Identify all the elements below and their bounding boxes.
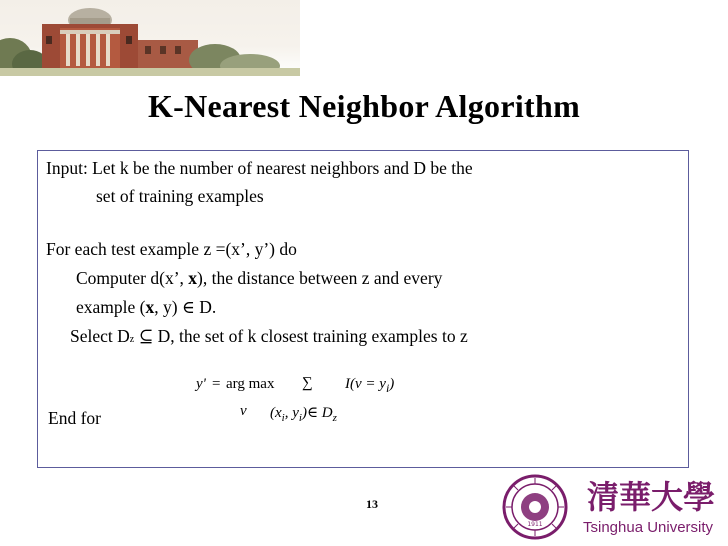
element-of-symbol: ∈ xyxy=(181,297,195,317)
seal-year: 1911 xyxy=(527,521,543,528)
formula-sum-symbol: ∑ xyxy=(302,375,313,391)
under-set-y: , y xyxy=(284,405,299,421)
university-seal-icon xyxy=(502,474,568,540)
compute-text-post: ), the distance between z and every xyxy=(197,268,443,288)
compute-text-pre: Computer d(x’, xyxy=(76,268,189,288)
indicator-subscript: i xyxy=(385,381,390,395)
under-set-x: (x xyxy=(270,405,282,421)
example-text-mid: , y) xyxy=(154,297,182,317)
input-line-1: Input: Let k be the number of nearest neighbors and D be the xyxy=(46,158,473,178)
compute-line xyxy=(76,268,442,289)
example-x-bold: x xyxy=(145,297,155,317)
select-line xyxy=(70,326,468,347)
tsinghua-chinese-logo xyxy=(585,474,715,521)
tsinghua-calligraphy-logo xyxy=(585,474,715,516)
logo-chinese-text: 清華大學 xyxy=(587,478,715,516)
slide-title: K-Nearest Neighbor Algorithm xyxy=(147,88,581,124)
tsinghua-english-logo: Tsinghua University xyxy=(583,519,714,536)
formula-lhs: y' xyxy=(196,376,206,392)
end-for-line: End for xyxy=(48,408,101,428)
under-set-sub-2: i xyxy=(298,412,302,424)
formula-equals: = xyxy=(212,376,221,392)
under-set-in-d: )∈ D xyxy=(301,405,333,421)
select-subscript-z: z xyxy=(129,334,135,345)
auditorium-building-image xyxy=(0,0,300,76)
example-text-pre: example ( xyxy=(76,297,146,317)
under-set-sub-z: z xyxy=(332,412,337,424)
header-banner-photo xyxy=(0,0,300,76)
under-set-sub-1: i xyxy=(281,412,285,424)
indicator-close: ) xyxy=(389,376,395,392)
formula-under-set xyxy=(270,403,337,424)
subset-symbol: ⊆ xyxy=(138,326,154,346)
compute-x-bold: x xyxy=(188,268,198,288)
select-text-pre: Select D xyxy=(70,326,130,346)
indicator-text: I(v = y xyxy=(345,376,386,392)
example-line xyxy=(76,297,216,318)
algorithm-box xyxy=(37,150,689,468)
for-each-line: For each test example z =(x’, y’) do xyxy=(46,239,297,259)
example-text-post: D. xyxy=(194,297,217,317)
formula-under-v: v xyxy=(240,403,247,419)
page-number: 13 xyxy=(366,497,378,511)
formula-argmax: arg max xyxy=(226,376,275,392)
formula-indicator xyxy=(345,376,394,396)
input-line-2: set of training examples xyxy=(96,186,264,206)
select-text-post: D, the set of k closest training examples to z xyxy=(153,326,468,346)
